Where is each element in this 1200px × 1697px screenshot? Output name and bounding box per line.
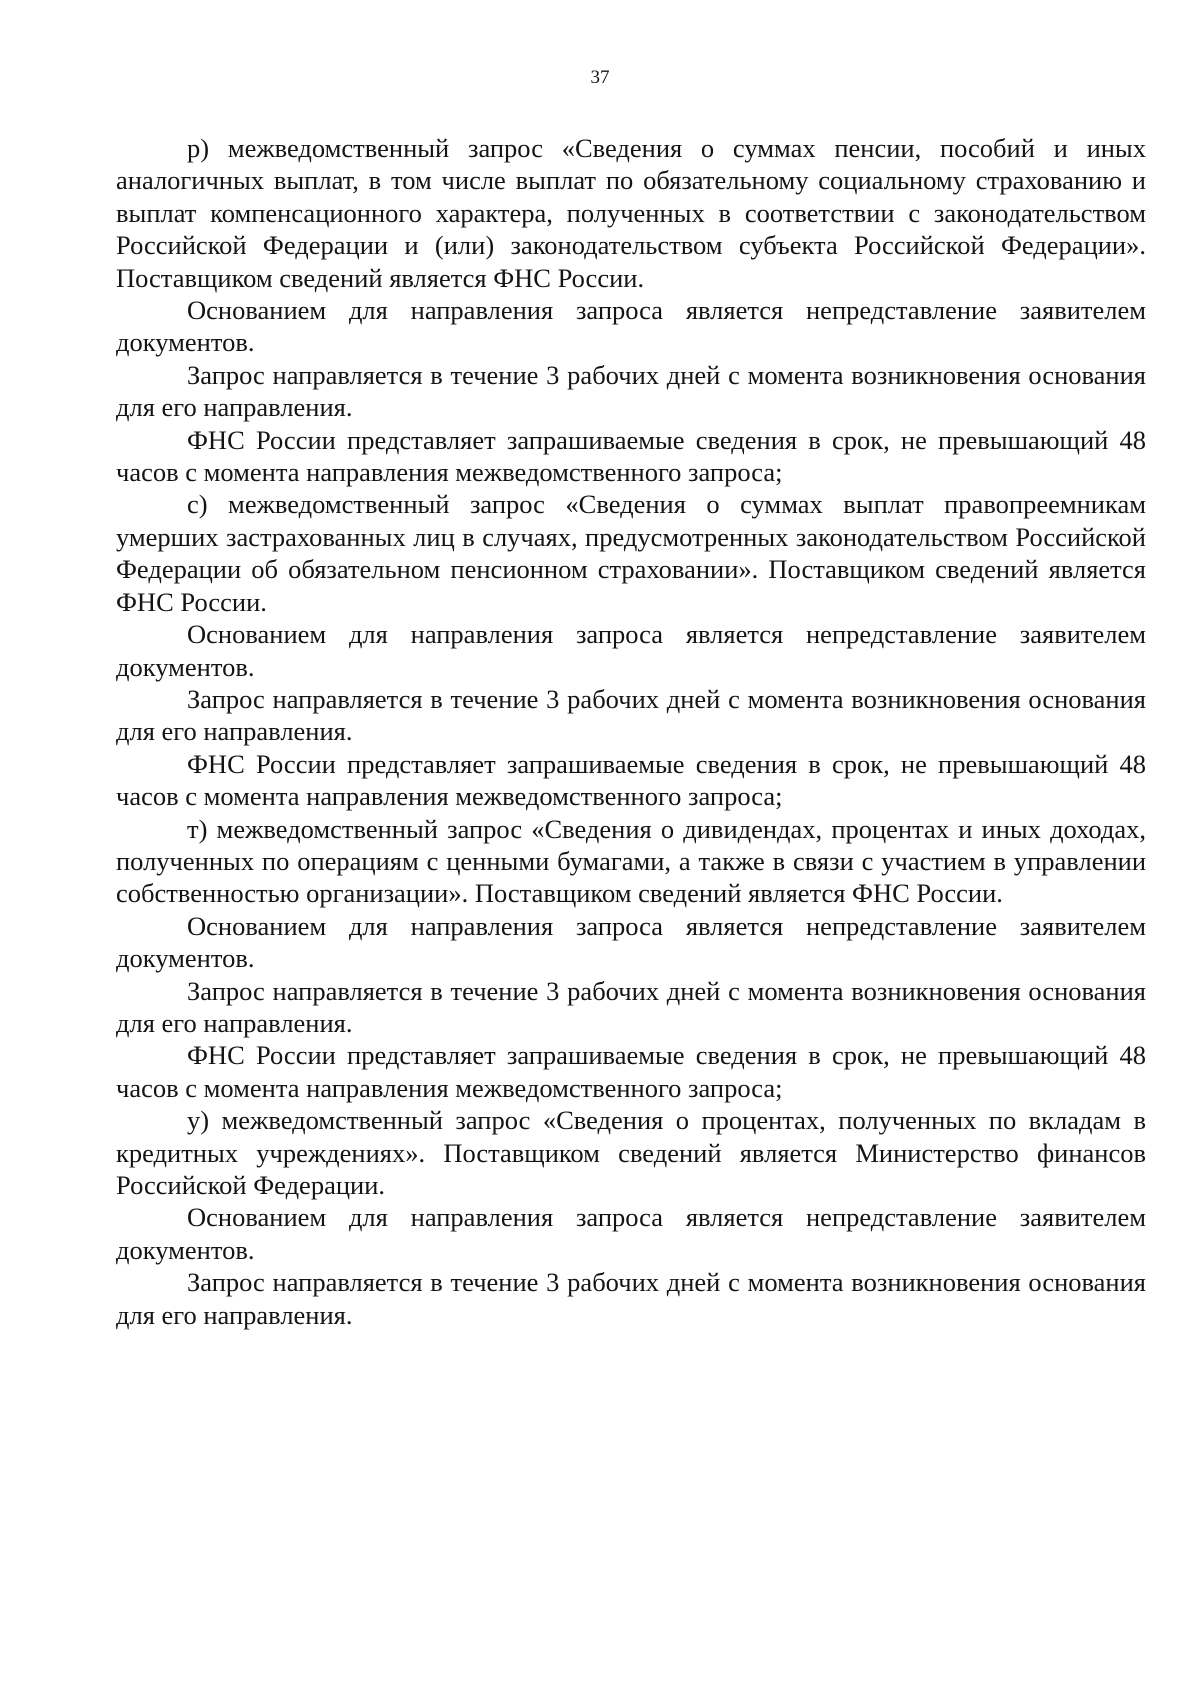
paragraph-r-deadline: Запрос направляется в течение 3 рабочих дней с момента возникновения основания для его направления. (116, 359, 1146, 423)
paragraph-u-request: у) межведомственный запрос «Сведения о процентах, полученных по вкладам в кредитных учреждениях». Поставщиком сведений является Министерство финансов Российской Федерации. (116, 1105, 1146, 1200)
paragraph-u-basis: Основанием для направления запроса является непредставление заявителем документов. (116, 1202, 1146, 1265)
paragraph-t-request: т) межведомственный запрос «Сведения о дивидендах, процентах и иных доходах, полученных по операциям с ценными бумагами, а также в связи с участием в управлении собственностью организации». Поставщиком сведений является ФНС России. (116, 813, 1146, 909)
paragraph-r-request: р) межведомственный запрос «Сведения о суммах пенсии, пособий и иных аналогичных выплат, в том числе выплат по обязательному социальному страхованию и выплат компенсационного характера, полученных в соответствии с законодательством Российской Федерации и (или) законодательством субъекта Российской Федерации». Поставщиком сведений является ФНС России. (116, 133, 1146, 293)
paragraph-u-deadline: Запрос направляется в течение 3 рабочих дней с момента возникновения основания для его направления. (116, 1267, 1146, 1330)
paragraph-t-basis: Основанием для направления запроса является непредставление заявителем документов. (116, 910, 1146, 974)
paragraph-t-response: ФНС России представляет запрашиваемые сведения в срок, не превышающий 48 часов с момента направления межведомственного запроса; (116, 1040, 1146, 1103)
paragraph-r-response: ФНС России представляет запрашиваемые сведения в срок, не превышающий 48 часов с момента направления межведомственного запроса; (116, 424, 1146, 488)
paragraph-t-deadline: Запрос направляется в течение 3 рабочих дней с момента возникновения основания для его направления. (116, 975, 1146, 1038)
paragraph-s-request: с) межведомственный запрос «Сведения о суммах выплат правопреемникам умерших застрахованных лиц в случаях, предусмотренных законодательством Российской Федерации об обязательном пенсионном страховании». Поставщиком сведений является ФНС России. (116, 489, 1146, 617)
paragraph-s-deadline: Запрос направляется в течение 3 рабочих дней с момента возникновения основания для его направления. (116, 683, 1146, 747)
paragraph-s-response: ФНС России представляет запрашиваемые сведения в срок, не превышающий 48 часов с момента направления межведомственного запроса; (116, 748, 1146, 812)
paragraph-s-basis: Основанием для направления запроса является непредставление заявителем документов. (116, 619, 1146, 682)
document-body (116, 132, 1146, 1331)
page-number: 37 (590, 67, 610, 88)
paragraph-r-basis: Основанием для направления запроса является непредставление заявителем документов. (116, 295, 1146, 358)
